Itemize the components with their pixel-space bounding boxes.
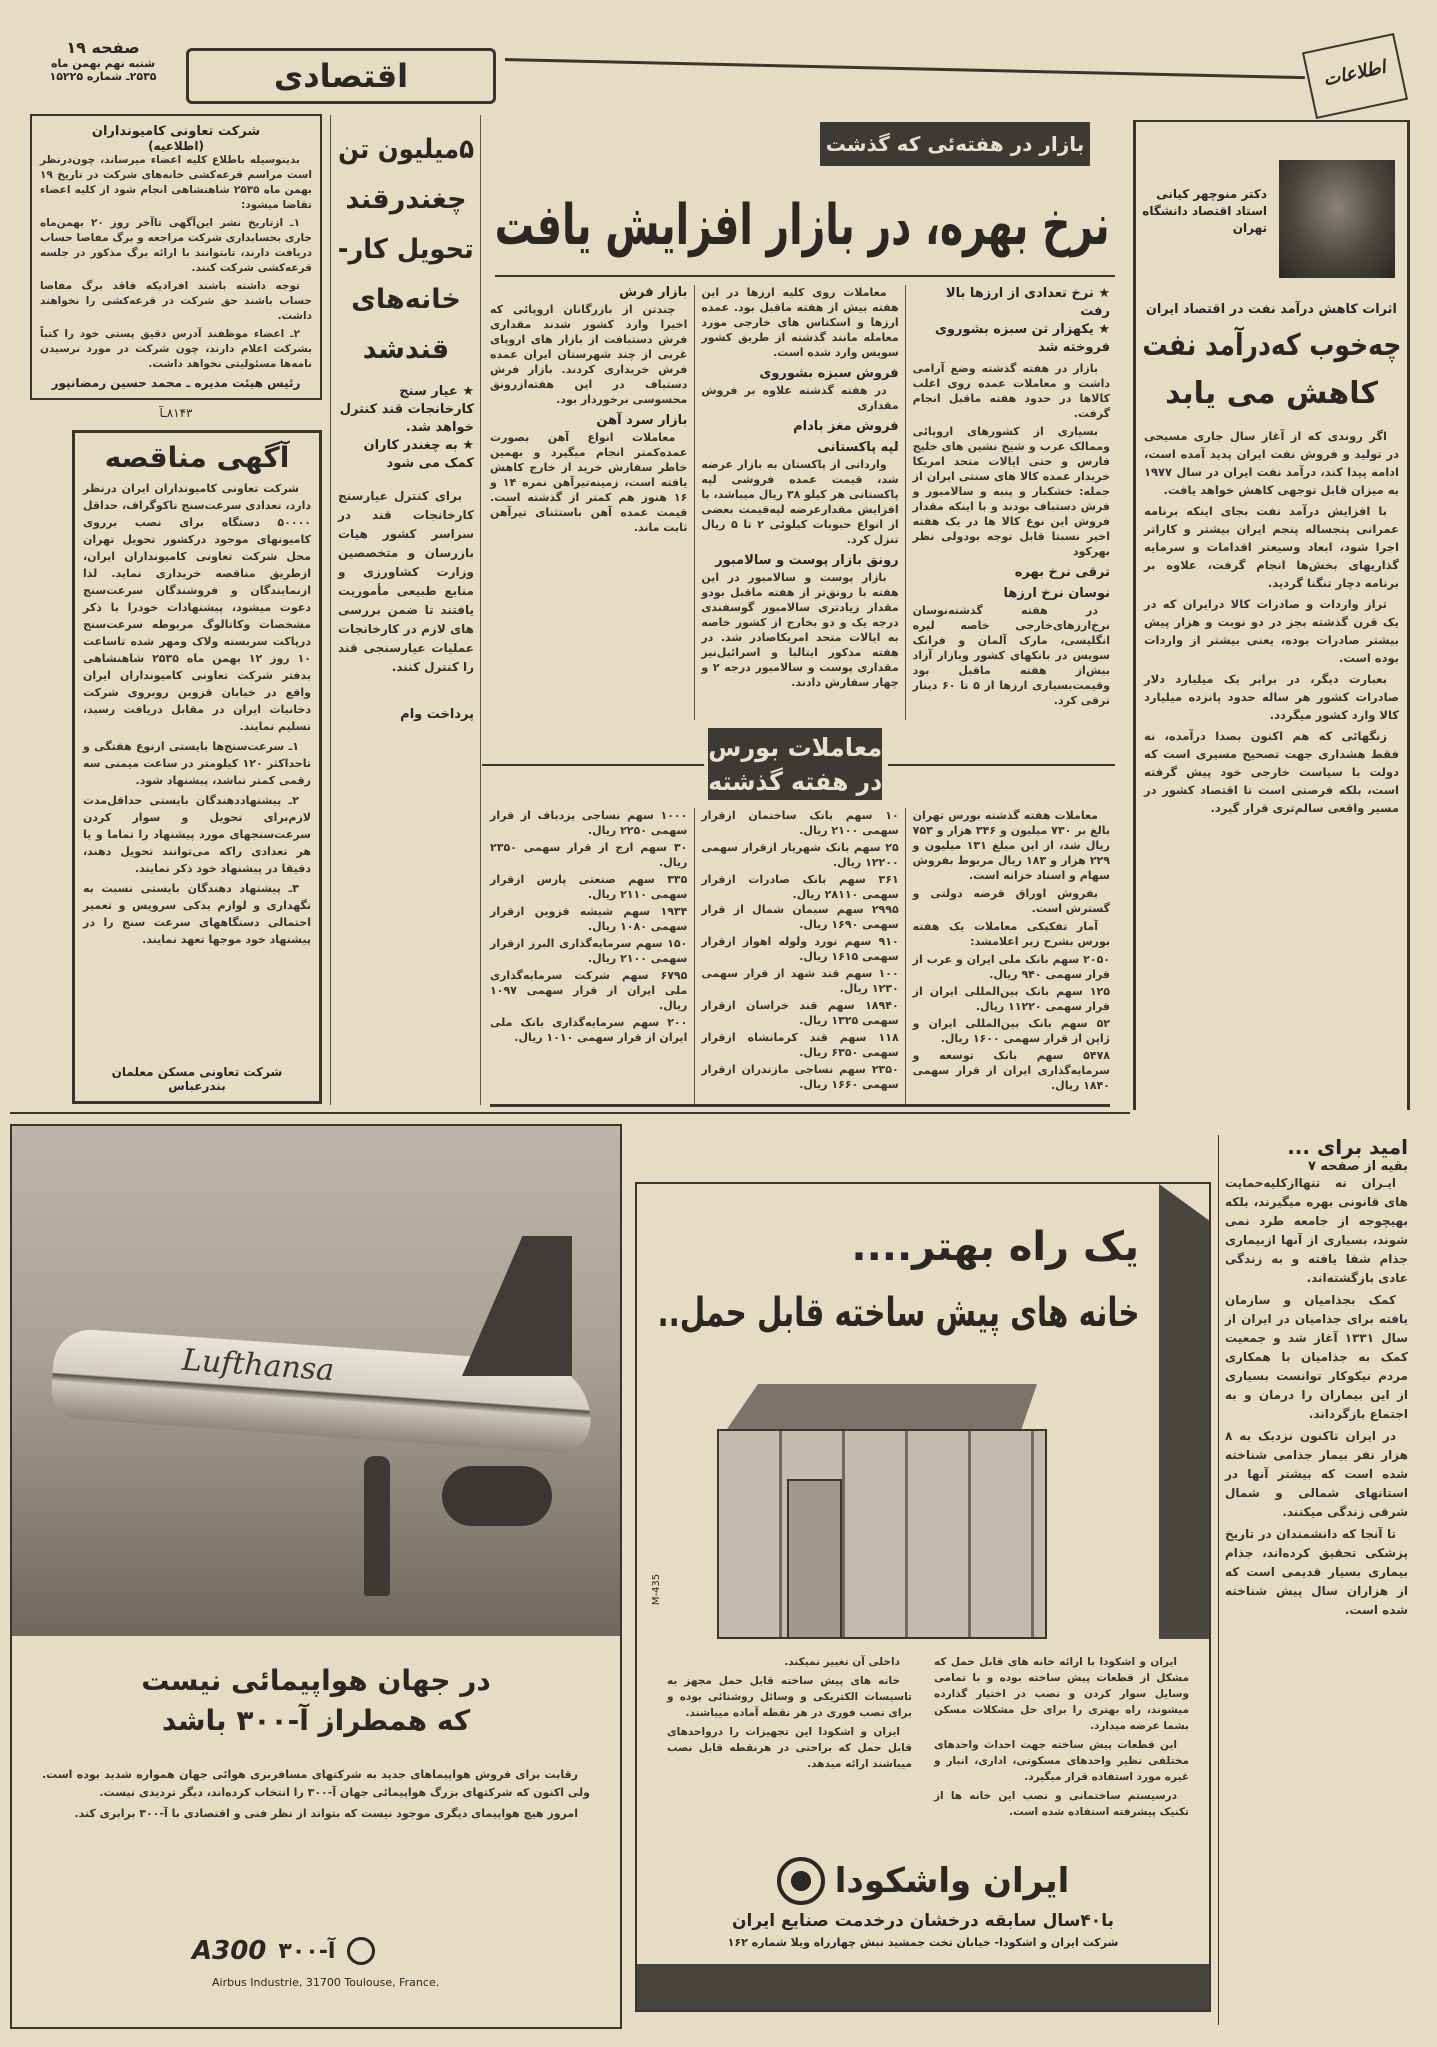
list-item: ۲۵ سهم بانک شهریار ازقرار سهمی ۱۲۲۰۰ ریال. (701, 841, 899, 869)
market-kicker: بازار در هفته‌ئی که گذشت (820, 122, 1090, 166)
tender-signature: شرکت تعاونی مسکن معلمان بندرعباس (111, 1065, 283, 1093)
list-item: ۲۰۵۰ سهم بانک ملی ایران و عرب از قرار سهمی ۹۴۰ ریال. (912, 953, 1110, 981)
airbus-emblem-icon (347, 1937, 375, 1965)
bourse-rule-left (482, 764, 704, 766)
oil-headline-line: کاهش می یابد (1165, 376, 1378, 411)
notice-body: بدینوسیله باطلاع کلیه اعضاء میرساند، چون‌درنظر است مراسم قرعه‌کشی خانه‌های شرکت در تاریخ ۱۹ بهمن ماه ۲۵۳۵ شاهنشاهی انجام شود از کلیه اعضاء تقاضا میشود: ۱ـ ازتاریخ نشر این‌آگهی تاآخر روز ۲۰ بهمن‌ماه جاری بحسابداری شرکت مراجعه و برگ مفاصا حساب دریافت دارند، تابتوانند با ارائه برگ مذکور در جلسه قرعه‌کشی شرکت کنند. توجه داشته باشند افرادیکه فاقد برگ مفاصا حساب باشند حق شرکت در قرعه‌کشی را نخواهند داشت. ۲ـ اعضاء موظفند آدرس دقیق پستی خود را کتباً بشرکت اعلام دارند، چون شرکت در مورد نرسیدن نامه‌ها مسئولیتی نخواهد داشت. (40, 154, 312, 370)
market-bullet: ★ یکهزار تن سبزه بشوروی فروخته شد (935, 322, 1110, 355)
list-item: ۱۲۵ سهم بانک بین‌المللی ایران از قرار سهمی ۱۱۲۲۰ ریال. (912, 985, 1110, 1013)
section-title: اقتصادی (273, 57, 409, 95)
bourse-columns (490, 808, 1110, 1107)
market-subhead: فروش سبزه بشوروی (759, 366, 899, 381)
oil-headline (1142, 322, 1401, 418)
sugar-headline-line: چغندرقند (345, 184, 467, 215)
airbus-headline-line: که همطراز آ-۳۰۰ باشد (161, 1704, 471, 1737)
page-info (28, 38, 178, 83)
market-col3-body: وارداتی از پاکستان به بازار عرضه شد، قیمت عمده فروشی لپه پاکستانی هر کیلو ۳۸ ریال میباشد، با افزایش مقدارعرضه لپه‌قیمت بعضی از انواع حبوبات کیلوئی ۲ تا ۵ ریال تنزل کرد. (701, 458, 899, 546)
oil-body: اگر روندی که از آغاز سال جاری مسیحی در تولید و فروش نفت ایران پدید آمده است، ادامه پیدا کند، درآمد نفت ایران در سال ۱۹۷۷ به میزان قابل توجهی کاهش خواهد یافت. با افزایش درآمد نفت بجای اینکه برنامه عمرانی پنجساله پنجم ایران بیشتر و کاراتر اجرا شود، ابعاد وسیعتر اقدامات و سرمایه گذاریهای بخش‌ها انجام گرفت، علاوه بر برنامه دچار تنگنا گردید. تراز واردات و صادرات کالا درایران که در یک قرن گذشته بجز در دو نوبت و هزار پیش بیشتر صادرات بوده، یعنی بیشتر از واردات بوده است. بعبارت دیگر، در برابر یک میلیارد دلار صادرات کشور هر ساله حدود پانزده میلیارد کالا وارد کشور میگردد. زنگهائی که هم اکنون بصدا درآمده، نه فقط هشداری جهت تصحیح مسیری است که دولت با سیاست خارجی خود پیش گرفته است، بلکه فرصتی است تا اقتصاد کشور در مسیر واقعی سالم‌تری قرار گیرد. (1144, 429, 1399, 815)
sugar-bullet: ★ به چغندر کاران کمک می شود (363, 438, 474, 471)
list-item: ۱۰۰ سهم قند شهد از قرار سهمی ۱۲۳۰ ریال. (701, 967, 899, 995)
section-title-box (186, 48, 496, 104)
bourse-rule-right (888, 764, 1115, 766)
list-item: ۳۶۱ سهم بانک صادرات ازقرار سهمی ۲۸۱۱۰ ریال. (701, 873, 899, 901)
sugar-headline-line: خانه‌های (351, 284, 461, 315)
bourse-title-line: در هفته گذشته (708, 767, 882, 796)
market-bullet: ★ نرخ تعدادی از ارزها بالا رفت (945, 286, 1110, 319)
ad-bottom-band (637, 1964, 1209, 2010)
list-item: ۹۱۰ سهم نورد ولوله اهواز ازقرار سهمی ۱۶۱۵ ریال. (701, 935, 899, 963)
list-item: ۵۲ سهم بانک بین‌المللی ایران و ژاپن از قرار سهمی ۱۶۰۰ ریال. (912, 1017, 1110, 1045)
house-door (787, 1479, 842, 1639)
person-figure (364, 1456, 390, 1596)
airbus-logo: A300 آ-۳۰۰ (192, 1936, 375, 1966)
market-col1-body: بازار در هفته گذشته وضع آرامی داشت و معاملات عمده روی اغلب کالاها در حدود هفته ماقبل انجام گرفت. بسیاری از کشورهای اروپائی وممالک عرب و شیخ نشین های خلیج فارس و حتی ایالات متحد امریکا خریدار عمده کالا های سنتی ایران از جمله: خشکبار و پنبه و سالامبور و فرش دستباف بودند و با اینکه مقدار فروش این نوع کالا ها در یک هفته اخیر نسبتا قابل توجه بودولی نظر بهرکود (912, 362, 1110, 558)
market-col3-body: بازار پوست و سالامبور در این هفته با رونق‌تر از هفته ماقبل بودو مقدار زیادتری سالامبور گوسفندی درجه یک و دو بخارج از کشور خاصه به ایالات متحد امریکاصادر شد. در هفته مذکور ایتالیا و اسرائیل‌نیز مقداری پوست و سالامبور درجه ۲ و چهار سفارش دادند. (701, 571, 899, 689)
bourse-title-line: معاملات بورس (708, 733, 882, 762)
market-col2-body: در هفته گذشته علاوه بر فروش مقداری (701, 384, 899, 412)
sugar-headline-line: تحویل کار- (338, 234, 474, 265)
list-item: ۱۰۰۰ سهم نساجی یزدباف از قرار سهمی ۲۲۵۰ ریال. (490, 809, 688, 837)
oil-kicker: اثرات کاهش درآمد نفت در اقتصاد ایران (1146, 302, 1397, 317)
notice-title: شرکت تعاونی کامیونداران (91, 124, 261, 139)
tender-title: آگهی مناقصه (104, 441, 290, 474)
skoda-tagline: با۴۰سال سابقه درخشان درخدمت صنایع ایران (732, 1911, 1114, 1931)
skoda-ad (635, 1182, 1211, 2012)
market-subhead: رونق بازار پوست و سالامبور (715, 553, 899, 568)
list-item: ۱۹۳۴ سهم شیشه قزوین ازقرار سهمی ۱۰۸۰ ریال. (490, 905, 688, 933)
list-item: ۶۷۹۵ سهم شرکت سرمایه‌گذاری ملی ایران از قرار سهمی ۱۰۹۷ ریال. (490, 969, 688, 1012)
market-col2-body: در هفته گذشته‌نوسان نرخ‌ارزهای‌خارجی خاصه لیره انگلیسی، مارک آلمان و فرانک سویس در بانکهای کشور وبازار آزاد بیش‌از هفته ماقبل بود وقیمت‌بسیاری ارزها از ۵ تا ۶۰ دینار ترقی کرد. معاملات روی کلیه ارزها در این هفته بیش از هفته ماقبل بود. عمده ارزها و اسکناس های خارجی مورد معامله مانند گذشته از طریق کشور سویس وارد شده است. (701, 286, 1110, 707)
list-item: ۱۰ سهم بانک ساختمان ازقرار سهمی ۲۱۰۰ ریال. (701, 809, 899, 837)
notice-code: ۸۱۴۳ـآ (159, 406, 193, 420)
oil-headline-line: چه‌خوب که‌درآمد نفت (1142, 328, 1401, 363)
skoda-right-text: ایران و اشکودا با ارائه خانه های قابل حمل که مشکل از قطعات پیش ساخته بوده و با تمامی وسایل سوار کردن و نصب در اختیار گذارده میشوند، راه بهتری را برای حل مشکلات مسکن بشما عرضه میدارد. این قطعات پیش ساخته جهت احداث واحدهای مختلفی نظیر واحدهای مسکونی، اداری، انبار و غیره مورد استفاده قرار میگیرد. درسیستم ساختمانی و نصب این خانه ها از تکنیک پیشرفته استفاده شده است. (934, 1656, 1189, 1818)
market-subhead: لپه پاکستانی (817, 440, 899, 455)
market-headline: نرخ بهره، در بازار افزایش یافت (495, 193, 1110, 258)
airbus-headline (32, 1661, 600, 1741)
list-item: ۲۹۹۵ سهم سیمان شمال از قرار سهمی ۱۶۹۰ ریال. (701, 903, 899, 931)
house-roof (727, 1384, 1037, 1429)
sugar-headline-line: قندشد (362, 334, 450, 365)
issue-number: ۲۵۳۵ـ شماره ۱۵۲۲۵ (49, 70, 157, 83)
page-number: صفحه ۱۹ (66, 38, 140, 57)
market-subhead: بازار فرش (619, 285, 688, 300)
market-subhead: فروش مغز بادام (793, 419, 899, 434)
airplane-photo (12, 1126, 620, 1636)
list-item: ۱۱۸ سهم قند کرمانشاه ازقرار سهمی ۶۳۵۰ ریال. (701, 1031, 899, 1059)
list-item: ۵۴۷۸ سهم بانک توسعه و سرمایه‌گذاری ایران از قرار سهمی ۱۸۴۰ ریال. (912, 1049, 1110, 1092)
tender-notice (72, 430, 322, 1104)
oil-article (1133, 120, 1410, 1110)
sugar-subhead: پرداخت وام (400, 707, 474, 722)
list-item: ۲۰۰ سهم سرمایه‌گذاری بانک ملی ایران از قرار سهمی ۱۰۱۰ ریال. (490, 1016, 688, 1044)
airbus-body: رقابت برای فروش هواپیماهای جدید به شرکتهای مسافربری هوائی جهان همواره شدید بوده است. ولی اکنون که شرکتهای بزرگ هواپیمائی جهان آ-۳۰۰ را انتخاب کرده‌اند، دیگر تردیدی نیست. امروز هیچ هواپیمای دیگری موجود نیست که بتواند از نظر فنی و اقتصادی با آ-۳۰۰ برابری کند. (42, 1768, 590, 1820)
newspaper-logo: اطلاعات (1302, 33, 1408, 119)
sugar-bullet: ★ عیار سنج کارخانجات قند کنترل خواهد شد. (339, 384, 474, 435)
tender-body: شرکت تعاونی کامیونداران ایران درنظر دارد، تعدادی سرعت‌سنج تاکوگراف، حداقل ۵۰۰۰۰ دستگاه برای نصب برروی کامیونهای موجود درکشور تحویل تهران محل شرکت تعاونی کامیونداران ایران، ازطریق مناقصه خریداری نماید. لذا ازنمایندگان و فروشندگان سرعت‌سنج دعوت میشود، پیشنهادات خودرا با ذکر مشخصات وکاتالوگ مربوطه سرعت‌سنج درپاکت سربسته ولاک ومهر شده تاساعت ۱۰ روز ۱۲ بهمن ماه ۲۵۳۵ شاهنشاهی بدفتر شرکت تعاونی کامیونداران ایران واقع در خیابان قزوین روبروی شرکت دخانیات ایران در مقابل دریافت رسید، تسلیم نمایند. ۱ـ سرعت‌سنج‌ها بایستی ازنوع هفتگی و تاحداکثر ۱۲۰ کیلومتر در ساعت میمنی سه رقمی کمتر نباشد، پیشنهاد شود. ۲ـ پیشنهاددهندگان بایستی حداقل‌مدت لازم‌برای تحویل و سوار کردن سرعت‌سنجهای مورد پیشنهاد را تماما و یا هر تعدادی راکه می‌توانند تحویل دهند، دقیقا در پیشنهاد خود ذکر نمایند. ۳ـ پیشنهاد دهندگان بایستی نسبت به نگهداری و لوازم یدکی سرویس و تعمیر احتمالی دستگاههای سرعت سنج را در پیشنهاد خود موجها تعهد نمایند. (83, 482, 311, 946)
list-item: ۳۰ سهم ارج از قرار سهمی ۲۳۵۰ ریال. (490, 841, 688, 869)
hope-body: ایـران نه تنهاازکلیه‌حمایت های قانونی بهره میگیرند، بلکه بهیچوجه از جامعه طرد نمی شوند، بسیاری از آنها ازبیماری جذام شفا یافته و به زندگی عادی بازگشته‌اند. کمک بجذامیان و سازمان یافته برای جذامیان در ایران از سال ۱۳۳۱ آغاز شد و جمعیت کمک به جذامیان با همکاری مردم نیکوکار توانست بسیاری از این بیماران را درمان و به اجتماع بازگرداند. در ایران تاکنون نزدیک به ۸ هزار نفر بیمار جذامی شناخته شده است که بیشتر آنها در استانهای شمالی و شمال شرقی زندگی میکنند. تا آنجا که دانشمندان در تاریخ پزشکی تحقیق کرده‌اند، جذام بیماری بسیار قدیمی است که از هزاران سال پیش شناخته شده است. (1225, 1176, 1408, 1617)
skoda-code: M-435 (651, 1573, 663, 1606)
bourse-intro: معاملات هفته گذشته بورس تهران بالغ بر ۷۳۰ میلیون و ۳۴۶ هزار و ۷۵۳ ریال شد، از این مبلغ ۱۳۱ میلیون و ۲۲۹ هزار و ۱۸۳ ریال مربوط بفروش سهام و اسناد خزانه است. بفروش اوراق قرضه دولتی و گسترش است. آمار تفکیکی معاملات یک هفته بورس بشرح زیر اعلامشد: (912, 809, 1110, 948)
market-subhead: بازار سرد آهن (596, 413, 688, 428)
skoda-address: شرکت ایران و اشکودا- خیابان تخت جمشید نبش چهارراه ویلا شماره ۱۶۲ (727, 1936, 1119, 1949)
airbus-address: Airbus Industrie, 31700 Toulouse, France. (212, 1976, 440, 1989)
house-wall (717, 1429, 1047, 1639)
airplane-engine (442, 1466, 552, 1526)
market-rule (495, 275, 1115, 277)
airplane-livery: Lufthansa (180, 1342, 336, 1389)
left-bottom-rule (10, 1112, 1130, 1114)
skoda-brand: ایران واشکودا (677, 1856, 1169, 1906)
market-col3-body: چندتن از بازرگانان اروپائی که اخیرا وارد کشور شدند مقداری فرش دستبافت از بازار های اروپای غربی از چند شهرستان ایران عمده فرش خریداری کردند. بازار فرش دستباف در این هفته‌ازرونق محسوسی برخوردار بود. (490, 303, 688, 406)
header-rule (505, 58, 1305, 79)
skoda-headline-line: خانه های پیش ساخته قابل حمل.. (657, 1290, 1139, 1336)
market-subhead: ترقی نرخ بهره (1014, 565, 1110, 580)
bourse-title (708, 728, 882, 800)
issue-date: شنبه نهم بهمن ماه (50, 57, 156, 70)
prefab-house-illustration (717, 1384, 1047, 1639)
skoda-left-text: داخلی آن تغییر نمیکند. خانه های پیش ساخته قابل حمل مجهز به تاسیسات الکتریکی و وسائل روشنائی بوده و برای نصب فوری در هر نقطه آماده میباشند. ایران و اشکودا این تجهیزات را درواحدهای قابل حمل که براحتی در هرنقطه قابل نصب میباشند ارائه میدهد. (667, 1656, 912, 1770)
skoda-headline (657, 1214, 1139, 1346)
market-subhead: نوسان نرخ ارزها (1003, 586, 1110, 601)
list-item: ۱۵۰ سهم سرمایه‌گذاری البرز ازقرار سهمی ۲۱۰۰ ریال. (490, 937, 688, 965)
list-item: ۱۸۹۴۰ سهم قند خراسان ازقرار سهمی ۱۳۲۵ ریال. (701, 999, 899, 1027)
author-photo (1279, 160, 1395, 278)
notice-subtitle: (اطلاعیه) (148, 139, 204, 153)
airbus-headline-line: در جهان هواپیمائی نیست (141, 1664, 491, 1697)
author-byline: دکتر منوچهر کیانی استاد اقتصاد دانشگاه تهران (1142, 187, 1267, 235)
list-item: ۲۳۵۰ سهم نساجی مازندران ازقرار سهمی ۱۶۶۰ ریال. (701, 1063, 899, 1091)
sugar-body: برای کنترل عیارسنج کارخانجات قند در سراسر کشور هیات بازرسان و متخصصین وزارت کشاورزی و منابع طبیعی مأموریت یافتند تا ضمن بررسی های لازم در کارخانجات عملیات عیارسنجی قند را کنترل کنند. (338, 489, 474, 674)
ad-corner-shade (1159, 1184, 1209, 1639)
hope-continued: بقیه از صفحه ۷ (1307, 1159, 1408, 1174)
skoda-logo-icon (777, 1857, 825, 1905)
market-columns (490, 285, 1110, 720)
skoda-headline-line: یک راه بهتر.... (851, 1224, 1139, 1270)
airbus-ad (10, 1124, 622, 2029)
hope-title: امید برای ... (1287, 1135, 1408, 1159)
market-col3-body: معاملات انواع آهن بصورت عمده‌کمتر انجام میگیرد و بهمین خاطر سفارش خرید از خارج کاهش یافته است، زمینه‌تیرآهن نمره ۱۴ و ۱۶ هنوز هم کمتر از گذشته است. قیمت عمده آهن باستثنای تیرآهن ثابت ماند. (490, 431, 688, 534)
list-item: ۳۳۵ سهم صنعتی پارس ازقرار سهمی ۲۱۱۰ ریال. (490, 873, 688, 901)
hope-article (1218, 1135, 1414, 2025)
sugar-headline-line: ۵میلیون تن (338, 134, 474, 165)
notice-signature: رئیس هیئت مدیره ـ محمد حسین رمضانپور (51, 376, 301, 390)
